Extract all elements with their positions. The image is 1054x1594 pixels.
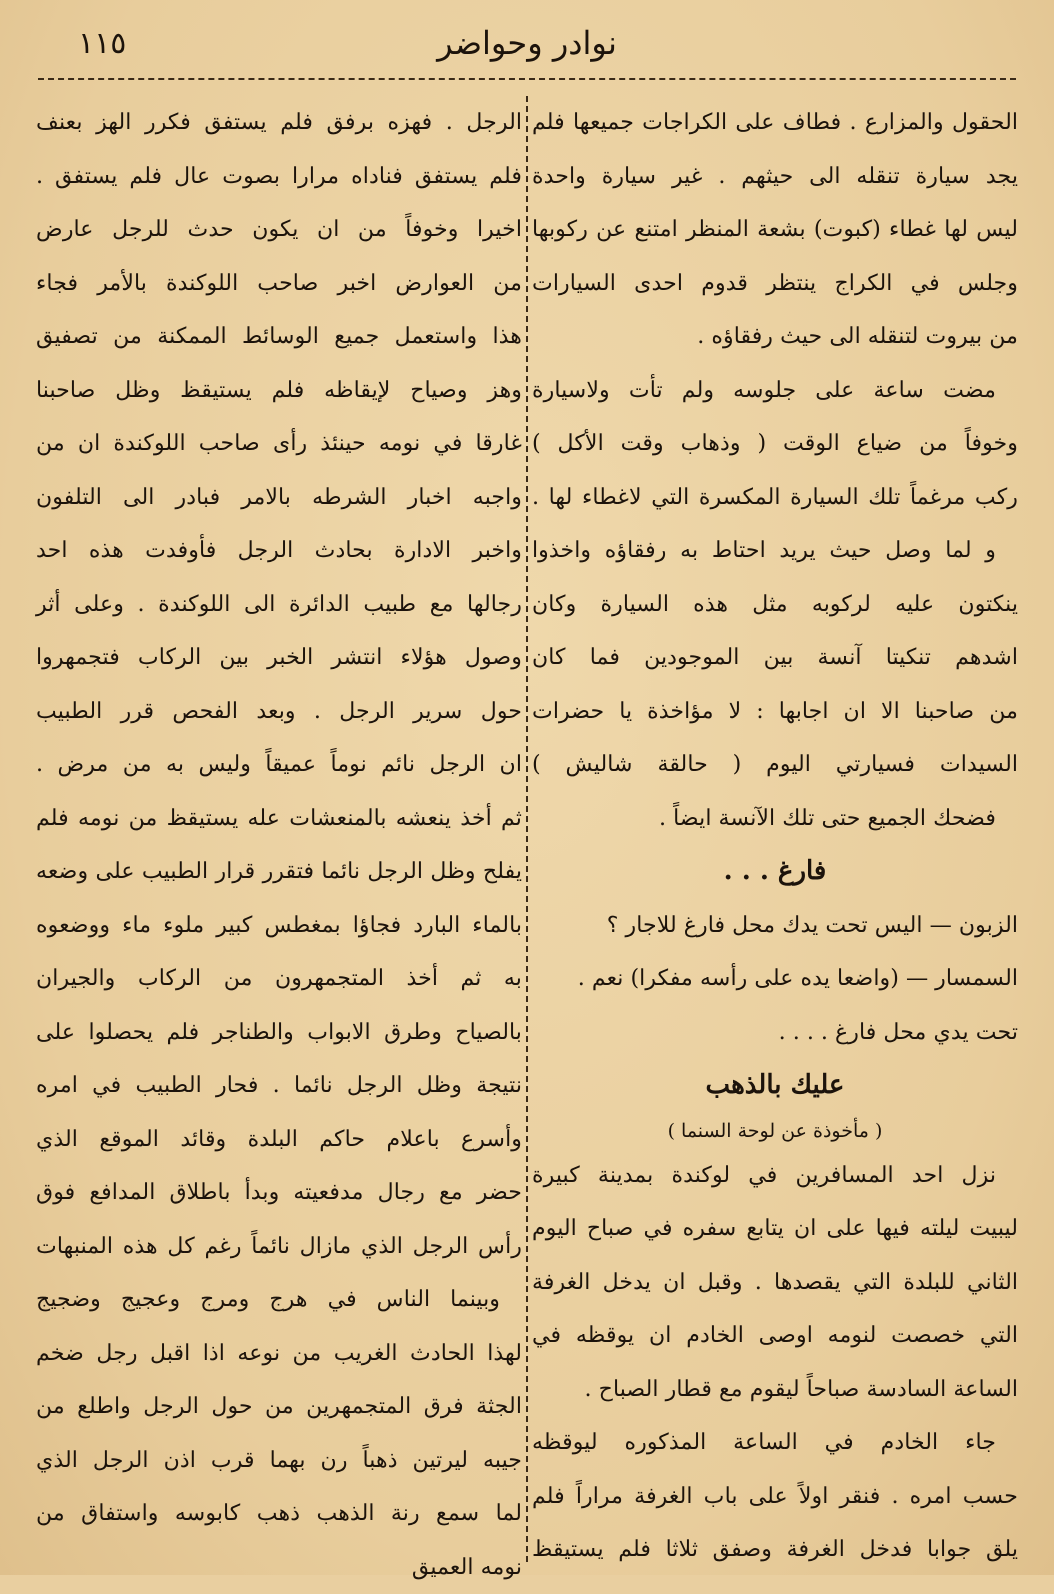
- right-column: [532, 96, 1018, 1562]
- text-line: ليبيت ليلته فيها على ان يتابع سفره في صباح اليوم: [532, 1202, 1018, 1256]
- text-line: وبينما الناس في هرج ومرج وعجيج وضجيج: [36, 1273, 522, 1327]
- text-line: يفلح وظل الرجل نائما فتقرر قرار الطبيب على وضعه: [36, 845, 522, 899]
- text-line: الساعة السادسة صباحاً ليقوم مع قطار الصباح .: [532, 1363, 1018, 1417]
- text-line: نتيجة وظل الرجل نائما . فحار الطبيب في امره: [36, 1059, 522, 1113]
- text-line: مضت ساعة على جلوسه ولم تأت ولاسيارة: [532, 364, 1018, 418]
- text-line: به ثم أخذ المتجمهرون من الركاب والجيران: [36, 952, 522, 1006]
- text-line: بالصياح وطرق الابواب والطناجر فلم يحصلوا على: [36, 1006, 522, 1060]
- section-title-faregh: فارغ . . .: [532, 845, 1018, 899]
- text-line: التي خصصت لنومه اوصى الخادم ان يوقظه في: [532, 1309, 1018, 1363]
- text-line: ينكتون عليه لركوبه مثل هذه السيارة وكان: [532, 578, 1018, 632]
- text-line: يجد سيارة تنقله الى حيثهم . غير سيارة واحدة: [532, 150, 1018, 204]
- text-line: ليس لها غطاء (كبوت) بشعة المنظر امتنع عن ركوبها: [532, 203, 1018, 257]
- story-source: ( مأخوذة عن لوحة السنما ): [532, 1113, 1018, 1149]
- text-line: من بيروت لتنقله الى حيث رفقاؤه .: [532, 310, 1018, 364]
- text-line: الرجل . فهزه برفق فلم يستفق فكرر الهز بعنف: [36, 96, 522, 150]
- text-line: واخبر الادارة بحادث الرجل فأوفدت هذه احد: [36, 524, 522, 578]
- text-line: جاء الخادم في الساعة المذكوره ليوقظه: [532, 1416, 1018, 1470]
- text-line: وأسرع باعلام حاكم البلدة وقائد الموقع الذي: [36, 1113, 522, 1167]
- text-line: وصول هؤلاء انتشر الخبر بين الركاب فتجمهروا: [36, 631, 522, 685]
- page-header: [0, 0, 1054, 80]
- text-line: رأس الرجل الذي مازال نائماً رغم كل هذه المنبهات: [36, 1220, 522, 1274]
- text-line: من صاحبنا الا ان اجابها : لا مؤاخذة يا حضرات: [532, 685, 1018, 739]
- text-line: من العوارض اخبر صاحب اللوكندة بالأمر فجاء: [36, 257, 522, 311]
- text-line: لهذا الحادث الغريب من نوعه اذا اقبل رجل ضخم: [36, 1327, 522, 1381]
- text-line: ان الرجل نائم نوماً عميقاً وليس به من مرض .: [36, 738, 522, 792]
- text-line: جيبه ليرتين ذهباً رن بهما قرب اذن الرجل الذي: [36, 1434, 522, 1488]
- text-line: الجثة فرق المتجمهرين من حول الرجل واطلع من: [36, 1380, 522, 1434]
- text-line: وخوفاً من ضياع الوقت ( وذهاب وقت الأكل ): [532, 417, 1018, 471]
- dialogue-line: تحت يدي محل فارغ . . . .: [532, 1006, 1018, 1060]
- text-line: غارقا في نومه حينئذ رأى صاحب اللوكندة ان من: [36, 417, 522, 471]
- text-line: ثم أخذ ينعشه بالمنعشات عله يستيقظ من نومه فلم: [36, 792, 522, 846]
- text-line: فضحك الجميع حتى تلك الآنسة ايضاً .: [532, 792, 1018, 846]
- header-divider: [38, 78, 1016, 80]
- text-line: الثاني للبلدة التي يقصدها . وقبل ان يدخل الغرفة: [532, 1256, 1018, 1310]
- dialogue-line: السمسار — (واضعا يده على رأسه مفكرا) نعم .: [532, 952, 1018, 1006]
- text-line: اشدهم تنكيتا آنسة بين الموجودين فما كان: [532, 631, 1018, 685]
- text-line: اخيرا وخوفاً من ان يكون حدث للرجل عارض: [36, 203, 522, 257]
- text-line: ركب مرغماً تلك السيارة المكسرة التي لاغطاء لها .: [532, 471, 1018, 525]
- text-line: نومه العميق: [36, 1541, 522, 1594]
- text-line: فلم يستفق فناداه مرارا بصوت عال فلم يستفق .: [36, 150, 522, 204]
- text-line: رجالها مع طبيب الدائرة الى اللوكندة . وعلى أثر: [36, 578, 522, 632]
- text-line: يلق جوابا فدخل الغرفة وصفق ثلاثا فلم يستيقظ: [532, 1523, 1018, 1577]
- text-line: السيدات فسيارتي اليوم ( حالقة شاليش ): [532, 738, 1018, 792]
- column-divider: [526, 96, 528, 1562]
- text-line: نزل احد المسافرين في لوكندة بمدينة كبيرة: [532, 1149, 1018, 1203]
- text-line: هذا واستعمل جميع الوسائط الممكنة من تصفيق: [36, 310, 522, 364]
- text-line: وهز وصياح لإيقاظه فلم يستيقظ وظل صاحبنا: [36, 364, 522, 418]
- page-number: ١١٥: [78, 26, 126, 61]
- text-line: حسب امره . فنقر اولاً على باب الغرفة مراراً فلم: [532, 1470, 1018, 1524]
- text-line: وجلس في الكراج ينتظر قدوم احدى السيارات: [532, 257, 1018, 311]
- dialogue-line: الزبون — اليس تحت يدك محل فارغ للاجار ؟: [532, 899, 1018, 953]
- text-line: الحقول والمزارع . فطاف على الكراجات جميعها فلم: [532, 96, 1018, 150]
- text-line: واجبه اخبار الشرطه بالامر فبادر الى التلفون: [36, 471, 522, 525]
- running-title: نوادر وحواضر: [0, 24, 1054, 62]
- left-column: [36, 96, 522, 1562]
- text-line: و لما وصل حيث يريد احتاط به رفقاؤه واخذوا: [532, 524, 1018, 578]
- section-title-story: عليك بالذهب: [532, 1059, 1018, 1113]
- text-line: لما سمع رنة الذهب ذهب كابوسه واستفاق من: [36, 1487, 522, 1541]
- text-line: حول سرير الرجل . وبعد الفحص قرر الطبيب: [36, 685, 522, 739]
- text-line: حضر مع رجال مدفعيته وبدأ باطلاق المدافع فوق: [36, 1166, 522, 1220]
- text-line: بالماء البارد فجاؤا بمغطس كبير ملوء ماء ووضعوه: [36, 899, 522, 953]
